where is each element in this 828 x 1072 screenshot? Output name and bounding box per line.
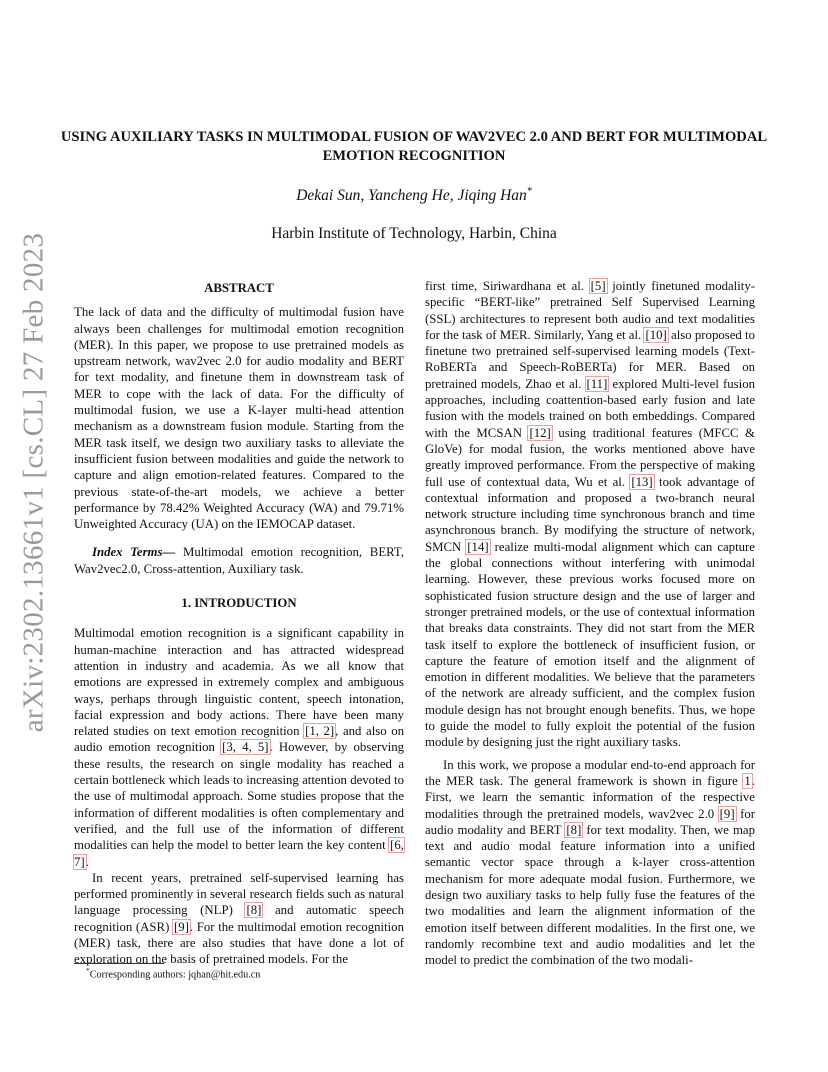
introduction-heading: 1. INTRODUCTION [181, 596, 297, 611]
index-terms-label: Index Terms— [92, 545, 176, 560]
author-names: Dekai Sun, Yancheng He, Jiqing Han [296, 187, 527, 205]
citation-link[interactable]: [8] [246, 903, 262, 918]
arxiv-identifier [4, 232, 64, 732]
index-terms [74, 544, 404, 577]
left-column [74, 280, 404, 968]
paper-title: USING AUXILIARY TASKS IN MULTIMODAL FUSION OF WAV2VEC 2.0 AND BERT FOR MULTIMODAL EMOTION RECOGNITION [60, 129, 768, 164]
citation-link[interactable]: [12] [529, 425, 551, 440]
footnote [86, 966, 260, 980]
citation-link[interactable]: [6, 7] [74, 838, 404, 869]
authors [0, 186, 828, 205]
citation-link[interactable]: [3, 4, 5] [222, 740, 269, 755]
citation-link[interactable]: [9] [719, 806, 735, 821]
citation-link[interactable]: [13] [631, 474, 653, 489]
citation-link[interactable]: [8] [566, 822, 582, 837]
arxiv-identifier-text: arXiv:2302.13661v1 [cs.CL] 27 Feb 2023 [17, 232, 50, 732]
citation-link[interactable]: [10] [645, 327, 667, 342]
intro-paragraph-2: In recent years, pretrained self-supervised learning has performed prominently in several research fields such as natural language processing (NLP) [8] and automatic speech recognition (ASR) [9]. For the multimodal emotion recognition (MER) task, there are also studies that have done a lot of exploration on the basis of pretrained models. For the [74, 870, 404, 967]
index-terms-text: Multimodal emotion recognition, BERT, Wav2vec2.0, Cross-attention, Auxiliary task. [74, 545, 404, 576]
figure-link[interactable]: 1 [744, 773, 751, 788]
affiliation: Harbin Institute of Technology, Harbin, China [271, 225, 557, 242]
intro-paragraph-4: In this work, we propose a modular end-to-end approach for the MER task. The general framework is shown in figure 1. First, we learn the semantic information of the respective modalities through the pretrained models, wav2vec 2.0 [9] for audio modality and BERT [8] for text modality. Then, we map text and audio modal feature information into a unified semantic vector space through a k-layer cross-attention mechanism for more adequate modal fusion. Furthermore, we design two auxiliary tasks to help fully fuse the features of the two modalities and learn the alignment information of the emotion itself between different modalities. In the first one, we randomly recombine text and audio modalities and let the model to predict the combination of the two modali- [425, 757, 756, 968]
intro-paragraph-1: Multimodal emotion recognition is a significant capability in human-machine interaction and has attracted widespread attention in industry and academia. As we all know that emotions are expressed in extremely complex and ambiguous ways, perhaps through linguistic content, speech intonation, facial expression and body actions. There have been many related studies on text emotion recognition [1, 2], and also on audio emotion recognition [3, 4, 5]. However, by observing these results, the research on single modality has reached a certain bottleneck which leads to increasing attention devoted to the use of multimodal approach. Some studies propose that the information of different modalities is often complementary and verified, and the full use of the information of different modalities can help the model to better learn the key content [6, 7]. [74, 626, 405, 869]
author-footnote-mark: * [526, 186, 532, 197]
citation-link[interactable]: [5] [590, 279, 606, 293]
citation-link[interactable]: [1, 2] [305, 724, 335, 739]
intro-paragraph-3: first time, Siriwardhana et al. [5] jointly finetuned modality-specific “BERT-like” pretrained Self Supervised Learning (SSL) architectures to represent both audio and text modalities for the task of MER. Similarly, Yang et al. [10] also proposed to finetune two pretrained self-supervised learning models (Text-RoBERTa and Speech-RoBERTa) for MER. Based on pretrained models, Zhao et al. [11] explored Multi-level fusion approaches, including coattention-based early fusion and late fusion with the models trained on both embeddings. Compared with the MCSAN [12] using traditional features (MFCC & GloVe) for modal fusion, the works mentioned above have greatly improved performance. From the perspective of making full use of contextual data, Wu et al. [13] took advantage of contextual information and proposed a two-branch neural network structure including time synchronous branch and time asynchronous branch. By modifying the structure of network, SMCN [14] realize multi-modal alignment which can capture the global connections without interfering with unimodal learning. However, these previous works focused more on sophisticated fusion structure design and the use of larger and stronger pretrained models, or the use of contextual information that breaks data constraints. They did not start from the MER task itself to explore the bottleneck of insufficient fusion, or capture the feature of emotion itself and the alignment of emotion in different modalities. We believe that the parameters of the network are already sufficient, and the complex fusion module design has not brought enough benefits. Thus, we hope to guide the model to fully exploit the potential of the fusion module by designing just the right auxiliary tasks. [425, 279, 755, 750]
abstract-heading: ABSTRACT [204, 281, 274, 295]
footnote-mark: * [86, 966, 90, 975]
citation-link[interactable]: [14] [467, 539, 489, 554]
abstract-text: The lack of data and the difficulty of multimodal fusion have always been challenges for multimodal emotion recognition (MER). In this paper, we propose to use pretrained models as upstream network, wav2vec 2.0 for audio modality and BERT for text modality, and finetune them in downstream task of MER to cope with the lack of data. For the difficulty of multimodal fusion, we use a K-layer multi-head attention mechanism as a downstream fusion module. Starting from the MER task itself, we design two auxiliary tasks to alleviate the insufficient fusion between modalities and guide the network to capture and align emotion-related features. Compared to the previous state-of-the-art models, we achieve a better performance by 78.42% Weighted Accuracy (WA) and 79.71% Unweighted Accuracy (UA) on the IEMOCAP dataset. [74, 305, 404, 532]
right-column [425, 278, 755, 968]
citation-link[interactable]: [9] [174, 919, 189, 934]
footnote-text: Corresponding authors: jqhan@hit.edu.cn [89, 969, 261, 981]
citation-link[interactable]: [11] [586, 376, 608, 391]
footnote-rule [74, 963, 164, 964]
